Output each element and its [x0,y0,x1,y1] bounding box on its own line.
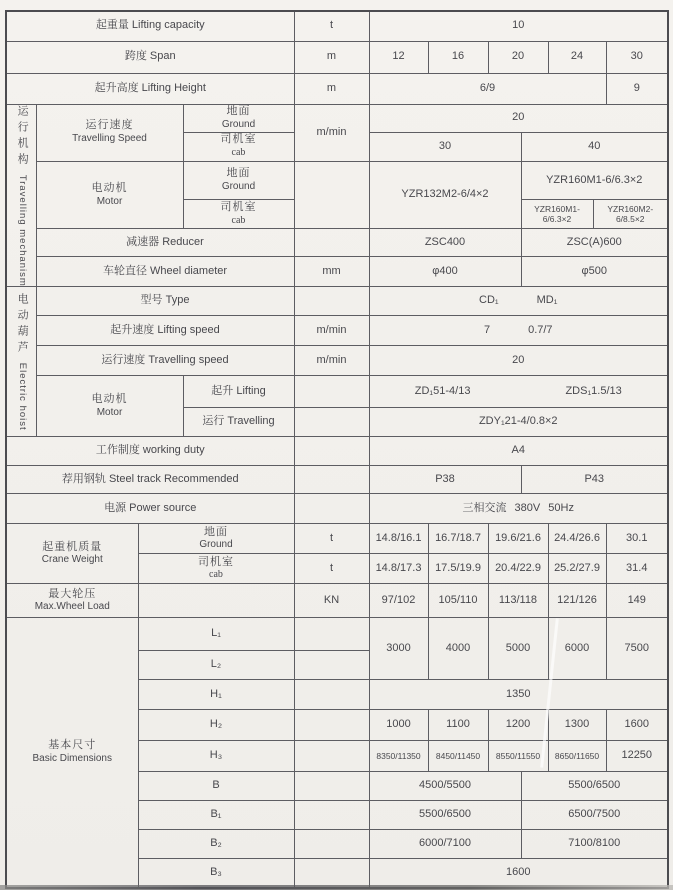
span-value: 24 [548,41,606,73]
travelling-speed-label-en: Travelling Speed [72,133,147,145]
row-hoist-motor-lifting [6,376,668,408]
crane-weight-value: 14.8/17.3 [369,554,428,584]
lifting-capacity-value: 10 [369,11,668,41]
row-hoist-travelling-speed [6,346,668,376]
lifting-capacity-label: 起重量 Lifting capacity [6,11,294,41]
crane-weight-value: 17.5/19.9 [428,554,488,584]
lifting-height-last: 9 [606,73,668,104]
max-wheel-load-label-cn: 最大轮压 [48,587,97,600]
working-duty-value: A4 [369,437,668,466]
lifting-height-label: 起升高度 Lifting Height [6,73,294,104]
power-source-value: 三相交流 380V 50Hz [369,494,668,524]
row-travelling-speed-ground [6,104,668,132]
motor-label-cn: 电动机 [91,393,128,406]
max-wheel-load-unit: KN [294,584,369,618]
dim-B-sublabel: B [138,772,294,801]
reducer-left-value: ZSC400 [369,229,521,257]
lifting-height-main: 6/9 [369,73,606,104]
hoist-motor-lifting-value [369,376,668,408]
max-wheel-load-value: 113/118 [488,584,548,618]
hoist-motor-travelling-unit-empty [294,408,369,437]
row-travel-motor-ground [6,161,668,200]
section-travelling-mechanism-en: Travelling mechanism [17,174,29,287]
dim-B3-value: 1600 [369,859,668,888]
crane-weight-value: 31.4 [606,554,668,584]
crane-weight-cab-unit: t [294,554,369,584]
hoist-lifting-speed-value [369,316,668,346]
row-crane-weight-ground [6,524,668,554]
travelling-speed-label [36,104,183,161]
hoist-travelling-speed-value: 20 [369,346,668,376]
dim-L2-unit-empty [294,651,369,680]
travelling-speed-unit: m/min [294,104,369,161]
power-source-label: 电源 Power source [6,494,294,524]
cab-en: cab [231,214,246,226]
hoist-motor-lifting-unit-empty [294,376,369,408]
dim-H3-value: 8450/11450 [428,741,488,772]
travelling-speed-ground-value: 20 [369,104,668,132]
dim-B-right-value: 5500/6500 [521,772,668,801]
crane-weight-label-cn: 起重机质量 [42,540,103,553]
travel-motor-ground-sublabel [183,161,294,200]
working-duty-unit-empty [294,437,369,466]
dim-L-value: 5000 [488,618,548,680]
row-max-wheel-load [6,584,668,618]
row-span [6,41,668,73]
dim-B1-right-value: 6500/7500 [521,801,668,830]
crane-weight-value: 24.4/26.6 [548,524,606,554]
dim-B1-left-value: 5500/6500 [369,801,521,830]
dim-L2-sublabel: L₂ [138,651,294,680]
cab-en: cab [209,569,223,581]
hoist-type-cd: CD₁ [479,294,499,307]
dim-H2-value: 1100 [428,710,488,741]
dim-H3-value: 12250 [606,741,668,772]
ground-cn: 地面 [226,104,251,117]
ground-en: Ground [199,539,233,551]
max-wheel-load-value: 105/110 [428,584,488,618]
dim-L-value: 7500 [606,618,668,680]
ground-en: Ground [221,118,256,130]
section-electric-hoist-cn: 电动葫芦 [16,293,29,357]
span-value: 16 [428,41,488,73]
wheel-diameter-right-value: φ500 [521,257,668,287]
crane-spec-table [5,10,669,889]
dim-B2-left-value: 6000/7100 [369,830,521,859]
steel-track-unit-empty [294,466,369,494]
dim-H1-unit-empty [294,680,369,710]
crane-weight-value: 14.8/16.1 [369,524,428,554]
travelling-speed-cab-sublabel [183,132,294,161]
dim-B-unit-empty [294,772,369,801]
travelling-speed-cab-right: 40 [521,132,668,161]
max-wheel-load-value: 97/102 [369,584,428,618]
dim-B2-unit-empty [294,830,369,859]
row-hoist-type [6,287,668,316]
crane-weight-cab-sublabel [138,554,294,584]
crane-weight-value: 16.7/18.7 [428,524,488,554]
row-reducer [6,229,668,257]
max-wheel-load-label-en: Max.Wheel Load [34,601,110,613]
dim-B3-sublabel: B₃ [138,859,294,888]
dim-B2-right-value: 7100/8100 [521,830,668,859]
working-duty-label: 工作制度 working duty [6,437,294,466]
reducer-label: 减速器 Reducer [36,229,294,257]
steel-track-left-value: P38 [369,466,521,494]
dim-H3-unit-empty [294,741,369,772]
dim-H2-value: 1200 [488,710,548,741]
ground-cn: 地面 [226,167,251,180]
crane-weight-value: 20.4/22.9 [488,554,548,584]
hoist-travelling-speed-label: 运行速度 Travelling speed [36,346,294,376]
basic-dimensions-label-en: Basic Dimensions [32,753,112,765]
crane-weight-value: 30.1 [606,524,668,554]
travel-motor-right-bottom-left-value: YZR160M1-6/6.3×2 [521,200,593,229]
dim-L-value: 3000 [369,618,428,680]
row-hoist-lifting-speed [6,316,668,346]
max-wheel-load-value: 121/126 [548,584,606,618]
travel-motor-label [36,161,183,229]
max-wheel-load-sub-empty [138,584,294,618]
dim-H2-value: 1300 [548,710,606,741]
travel-motor-right-bottom-right-value: YZR160M2-6/8.5×2 [593,200,668,229]
cab-cn: 司机室 [220,133,257,146]
dim-H3-sublabel: H₃ [138,741,294,772]
hoist-motor-travelling-sublabel: 运行 Travelling [183,408,294,437]
dim-B3-unit-empty [294,859,369,888]
dim-H2-value: 1000 [369,710,428,741]
dim-H1-sublabel: H₁ [138,680,294,710]
row-power-source [6,494,668,524]
dim-H3-value: 8550/11550 [488,741,548,772]
hoist-lifting-speed-label: 起升速度 Lifting speed [36,316,294,346]
row-working-duty [6,437,668,466]
reducer-right-value: ZSC(A)600 [521,229,668,257]
span-unit: m [294,41,369,73]
row-wheel-diameter [6,257,668,287]
motor-label-en: Motor [96,406,123,418]
basic-dimensions-label-cn: 基本尺寸 [48,739,97,752]
hoist-lifting-speed-unit: m/min [294,316,369,346]
travel-motor-unit-empty [294,161,369,229]
dim-B1-unit-empty [294,801,369,830]
dim-H2-value: 1600 [606,710,668,741]
row-steel-track [6,466,668,494]
travelling-speed-cab-left: 30 [369,132,521,161]
span-label: 跨度 Span [6,41,294,73]
power-source-unit-empty [294,494,369,524]
ground-cn: 地面 [204,525,228,538]
basic-dimensions-label [6,618,138,888]
span-value: 30 [606,41,668,73]
motor-label-en: Motor [96,195,123,207]
cab-cn: 司机室 [220,201,257,214]
dim-H3-value: 8650/11650 [548,741,606,772]
dim-H2-unit-empty [294,710,369,741]
crane-weight-ground-sublabel [138,524,294,554]
dim-L1-unit-empty [294,618,369,651]
crane-weight-value: 19.6/21.6 [488,524,548,554]
travel-motor-cab-sublabel [183,200,294,229]
row-lifting-capacity [6,11,668,41]
dim-H1-value: 1350 [369,680,668,710]
ground-en: Ground [221,181,256,193]
dim-L-value: 4000 [428,618,488,680]
motor-label-cn: 电动机 [91,181,128,194]
scan-bottom-edge [0,885,673,890]
hoist-lifting-speed-v2: 0.7/7 [528,323,553,336]
hoist-motor-lifting-sublabel: 起升 Lifting [183,376,294,408]
travel-motor-right-top-value: YZR160M1-6/6.3×2 [521,161,668,200]
dim-B1-sublabel: B₁ [138,801,294,830]
crane-weight-label [6,524,138,584]
span-value: 12 [369,41,428,73]
hoist-type-value [369,287,668,316]
cab-cn: 司机室 [198,555,234,568]
section-travelling-mechanism-cn: 运行机构 [16,104,29,169]
wheel-diameter-left-value: φ400 [369,257,521,287]
steel-track-label: 荐用钢轨 Steel track Recommended [6,466,294,494]
dim-L1-sublabel: L₁ [138,618,294,651]
travel-motor-left-value: YZR132M2-6/4×2 [369,161,521,229]
crane-weight-value: 25.2/27.9 [548,554,606,584]
dim-B2-sublabel: B₂ [138,830,294,859]
hoist-travelling-speed-unit: m/min [294,346,369,376]
row-lifting-height [6,73,668,104]
hoist-motor-lifting-v2: ZDS₁1.5/13 [565,384,622,397]
dim-L-value: 6000 [548,618,606,680]
travelling-speed-ground-sublabel [183,104,294,132]
crane-weight-ground-unit: t [294,524,369,554]
crane-weight-label-en: Crane Weight [41,554,103,566]
lifting-capacity-unit: t [294,11,369,41]
dim-H2-sublabel: H₂ [138,710,294,741]
hoist-lifting-speed-v1: 7 [483,323,491,336]
wheel-diameter-unit: mm [294,257,369,287]
hoist-type-label: 型号 Type [36,287,294,316]
dim-H3-value: 8350/11350 [369,741,428,772]
section-travelling-mechanism [6,104,36,287]
wheel-diameter-label: 车轮直径 Wheel diameter [36,257,294,287]
hoist-type-unit-empty [294,287,369,316]
max-wheel-load-label [6,584,138,618]
hoist-motor-lifting-v1: ZD₁51-4/13 [414,384,471,397]
steel-track-right-value: P43 [521,466,668,494]
cab-en: cab [231,147,246,159]
hoist-motor-travelling-value: ZDY₁21-4/0.8×2 [369,408,668,437]
reducer-unit-empty [294,229,369,257]
travelling-speed-label-cn: 运行速度 [85,119,134,132]
hoist-type-md: MD₁ [536,294,558,307]
hoist-motor-label [36,376,183,437]
span-value: 20 [488,41,548,73]
max-wheel-load-value: 149 [606,584,668,618]
section-electric-hoist-en: Electric hoist [17,362,29,431]
section-electric-hoist [6,287,36,437]
row-dim-L1 [6,618,668,651]
dim-B-left-value: 4500/5500 [369,772,521,801]
lifting-height-unit: m [294,73,369,104]
